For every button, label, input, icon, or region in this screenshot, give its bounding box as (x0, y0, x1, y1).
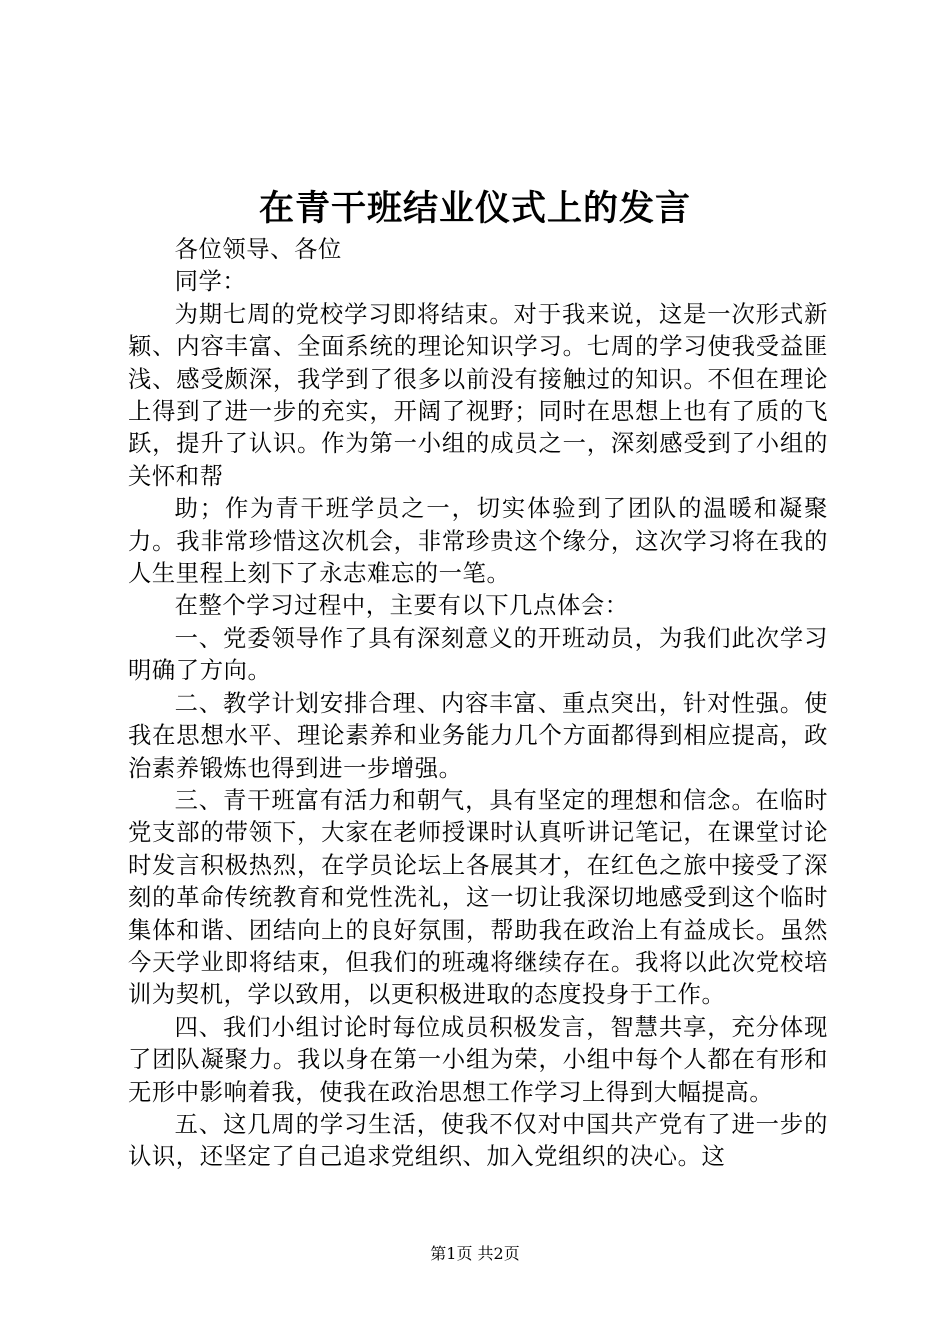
paragraph-point-1: 一、党委领导作了具有深刻意义的开班动员，为我们此次学习明确了方向。 (128, 624, 828, 685)
paragraph-intro: 为期七周的党校学习即将结束。对于我来说，这是一次形式新颖、内容丰富、全面系统的理论知识学习。七周的学习使我受益匪浅、感受颇深，我学到了很多以前没有接触过的知识。不但在理论上得到了进一步的充实，开阔了视野；同时在思想上也有了质的飞跃，提升了认识。作为第一小组的成员之一，深刻感受到了小组的关怀和帮 (128, 300, 828, 490)
page-number-footer: 第1页 共2页 (430, 1244, 520, 1263)
salutation-line-1: 各位领导、各位 (174, 236, 342, 263)
paragraph-point-4: 四、我们小组讨论时每位成员积极发言，智慧共享，充分体现了团队凝聚力。我以身在第一小组为荣，小组中每个人都在有形和无形中影响着我，使我在政治思想工作学习上得到大幅提高。 (128, 1013, 828, 1106)
paragraph-point-5: 五、这几周的学习生活，使我不仅对中国共产党有了进一步的认识，还坚定了自己追求党组织、加入党组织的决心。这 (128, 1110, 828, 1171)
salutation-line-2: 同学： (174, 268, 247, 296)
paragraph-point-3: 三、青干班富有活力和朝气，具有坚定的理想和信念。在临时党支部的带领下，大家在老师授课时认真听讲记笔记，在课堂讨论时发言积极热烈，在学员论坛上各展其才，在红色之旅中接受了深刻的革命传统教育和党性洗礼，这一切让我深切地感受到这个临时集体和谐、团结向上的良好氛围，帮助我在政治上有益成长。虽然今天学业即将结束，但我们的班魂将继续存在。我将以此次党校培训为契机，学以致用，以更积极进取的态度投身于工作。 (128, 786, 828, 1009)
paragraph-gratitude: 助；作为青干班学员之一，切实体验到了团队的温暖和凝聚力。我非常珍惜这次机会，非常珍贵这个缘分，这次学习将在我的人生里程上刻下了永志难忘的一笔。 (128, 495, 828, 588)
document-body (128, 234, 828, 1174)
page-title: 在青干班结业仪式上的发言 (258, 188, 691, 229)
paragraph-point-2: 二、教学计划安排合理、内容丰富、重点突出，针对性强。使我在思想水平、理论素养和业务能力几个方面都得到相应提高，政治素养锻炼也得到进一步增强。 (128, 689, 828, 782)
paragraph-lead-in: 在整个学习过程中，主要有以下几点体会： (174, 592, 629, 620)
